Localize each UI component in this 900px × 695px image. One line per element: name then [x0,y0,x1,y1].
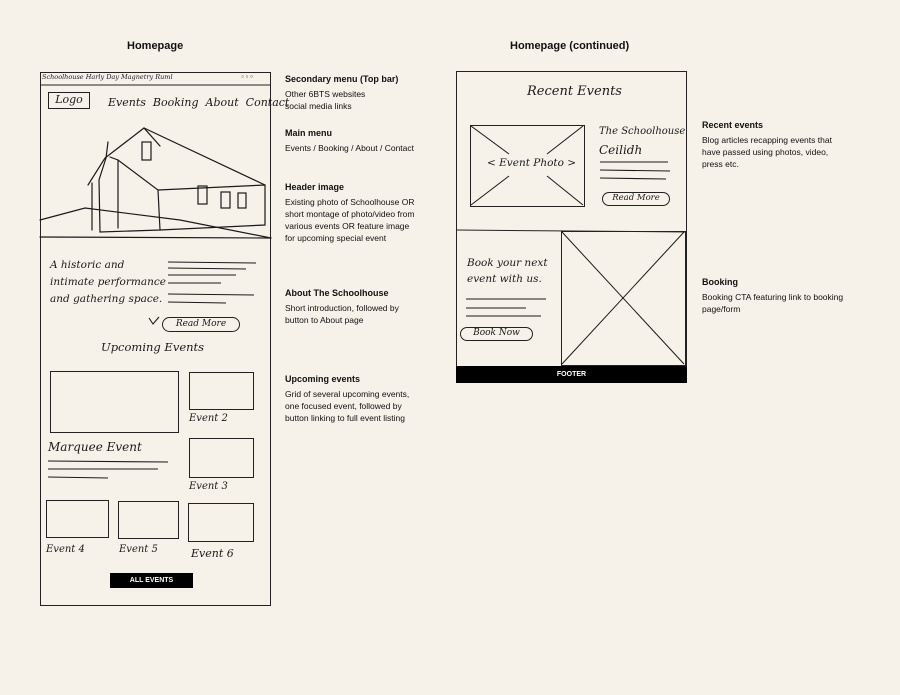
about-line-1: A historic and [50,259,125,271]
booking-line-1: Book your next [467,257,548,269]
annotation-text: Blog articles recapping events that have passed using photos, video, press etc. [702,135,832,169]
nav-item-contact[interactable]: Contact [245,96,290,109]
right-title: Homepage (continued) [510,40,630,52]
booking-image-cross [562,232,684,364]
annotation-about [285,288,445,326]
event-photo-label: < Event Photo > [487,157,577,169]
book-now-button[interactable]: Book Now [460,327,533,341]
marquee-event-label: Marquee Event [48,440,142,454]
marquee-event-image[interactable] [50,371,179,433]
event-6-label: Event 6 [191,547,234,560]
upcoming-events-title: Upcoming Events [101,340,205,354]
recent-event-name [599,123,685,159]
annotation-header-image [285,182,445,244]
annotation-heading: Secondary menu (Top bar) [285,74,399,84]
annotation-text: Grid of several upcoming events, one focused event, followed by button linking to full event listing [285,389,410,423]
annotation-secondary-menu [285,74,445,112]
marquee-placeholder-lines [48,457,178,482]
nav-item-booking[interactable]: Booking [152,96,199,109]
annotation-text: Events / Booking / About / Contact [285,143,414,153]
recent-event-photo[interactable] [470,125,585,207]
event-5-image[interactable] [118,501,179,539]
event-6-image[interactable] [188,503,254,542]
left-title: Homepage [127,40,184,52]
about-line-3: and gathering space. [50,293,163,305]
main-nav [108,96,289,109]
event-2-image[interactable] [189,372,254,410]
annotation-booking [702,277,872,315]
annotation-text: Other 6BTS websites social media links [285,89,366,111]
recent-event-name-line-1: The Schoolhouse [599,126,686,137]
annotation-heading: About The Schoolhouse [285,288,389,298]
event-5-label: Event 5 [119,544,158,555]
social-icons[interactable]: ○ ○ ○ [241,74,253,80]
topbar-divider [40,84,271,86]
check-mark [148,316,160,326]
event-2-label: Event 2 [189,413,228,424]
event-4-image[interactable] [46,500,109,538]
annotation-heading: Recent events [702,120,764,130]
all-events-button[interactable]: ALL EVENTS [110,573,193,588]
annotation-heading: Header image [285,182,345,192]
annotation-text: Existing photo of Schoolhouse OR short montage of photo/video from various events OR feature image for upcoming special event [285,197,415,243]
logo[interactable]: Logo [48,92,90,109]
annotation-heading: Upcoming events [285,374,361,384]
annotation-text: Booking CTA featuring link to booking page/form [702,292,844,314]
booking-text [467,255,548,287]
annotation-upcoming-events [285,374,445,424]
recent-placeholder-lines [600,160,675,182]
secondary-menu-bar[interactable]: Schoolhouse Harly Day Magnetry Ruml [42,73,173,81]
recent-event-name-line-2: Ceilidh [599,143,643,157]
header-image-sketch [40,120,271,245]
nav-item-events[interactable]: Events [108,96,146,109]
recent-events-title: Recent Events [527,84,622,99]
event-3-label: Event 3 [189,481,228,492]
annotation-recent-events [702,120,872,170]
booking-line-2: event with us. [467,273,542,285]
about-read-more-button[interactable]: Read More [162,317,240,332]
footer: FOOTER [456,366,687,383]
annotation-heading: Main menu [285,128,333,138]
annotation-heading: Booking [702,277,738,287]
event-4-label: Event 4 [46,544,85,555]
nav-item-about[interactable]: About [205,96,239,109]
booking-image [561,231,686,366]
about-placeholder-lines [166,258,266,308]
annotation-text: Short introduction, followed by button to About page [285,303,399,325]
about-text [50,257,166,308]
booking-placeholder-lines [466,296,551,320]
event-3-image[interactable] [189,438,254,478]
recent-read-more-button[interactable]: Read More [602,192,670,206]
about-line-2: intimate performance [50,276,166,288]
annotation-main-menu [285,128,445,154]
